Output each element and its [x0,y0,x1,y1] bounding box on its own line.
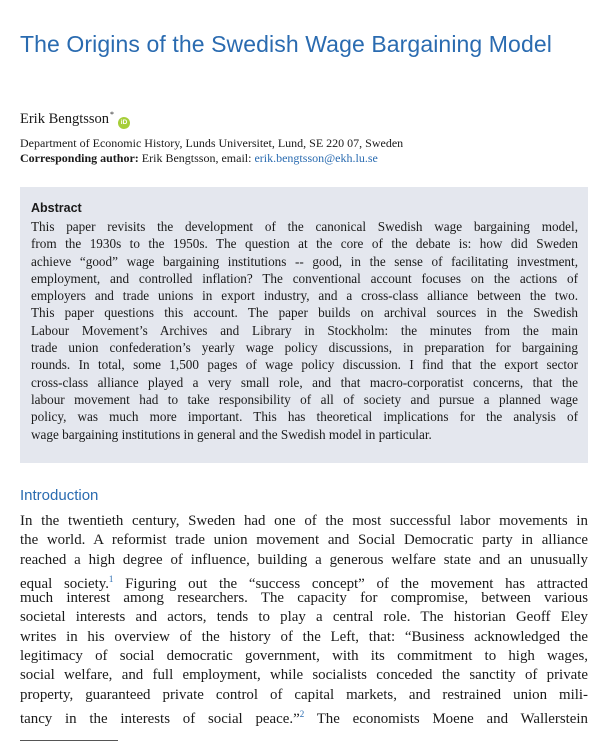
body-text: The economists Moene and Wallerstein [304,710,588,727]
abstract-line: employment, and controlled inflation? The conventional account focuses on the actions of [31,270,578,286]
abstract-line: policy, was much more important. This has theoretical implications for the analysis of [31,409,578,425]
paper-title: The Origins of the Swedish Wage Bargaining Model [20,31,552,57]
abstract-line: cross-class alliance played a very small role, and that macro-corporatist concerns, that the [31,374,578,390]
author-marker: * [110,110,115,119]
author-line [20,106,130,129]
abstract-line: Labour Movement’s Archives and Library in Stockholm: the minutes from the main [31,322,578,338]
body-line [20,705,588,727]
orcid-icon[interactable]: iD [118,117,130,129]
corresponding-label: Corresponding author: [20,151,139,165]
abstract-line: This paper questions this account. The paper builds on archival sources in the Swedish [31,305,578,321]
affiliation: Department of Economic History, Lunds Universitet, Lund, SE 220 07, Sweden [20,136,404,150]
body-line: reached a high degree of influence, building a generous welfare state and an unusually [20,551,588,568]
body-line [20,570,588,592]
abstract-line: achieve “good” wage bargaining institutions -- good, in the sense of facilitating investment, [31,253,578,269]
corresponding-email-link[interactable]: erik.bengtsson@ekh.lu.se [254,151,378,165]
body-line: societal interests and actors, tends to play a central role. The historian Geoff Eley [20,609,588,626]
corresponding-author [20,151,378,166]
abstract-heading: Abstract [31,201,82,215]
footnote-ref-1[interactable]: 1 [108,573,114,584]
body-text: tancy in the interests of social peace.” [20,710,300,727]
body-line: the world. A reformist trade union movement and Social Democratic party in alliance [20,532,588,549]
body-line: In the twentieth century, Sweden had one of the most successful labor movements in [20,513,588,529]
abstract-line: from the 1930s to the 1950s. The question at the core of the debate is: how did Sweden [31,236,578,252]
body-text: equal society. [20,575,109,592]
introduction-body [20,512,588,727]
body-text: Figuring out the “success concept” of the movement has attracted [113,575,588,592]
body-line: property, guaranteed private control of capital markets, and restrained union mili- [20,686,588,703]
corresponding-text: Erik Bengtsson, email: [138,151,255,165]
footnote-divider [20,740,118,741]
abstract-line: rounds. In total, some 1,500 pages of wage policy discussion. I find that the export sector [31,357,578,373]
body-line: writes in his overview of the history of the Left, that: “Business acknowledged the [20,628,588,645]
abstract-body [31,218,578,443]
abstract-line: labour movement had to take responsibility of all of society and pursue a planned wage [31,391,578,407]
abstract-line: This paper revisits the development of the canonical Swedish wage bargaining model, [31,219,578,234]
body-line: legitimacy of social democratic government, with its commitment to high wages, [20,648,588,665]
body-line: social welfare, and full employment, while socialists conceded the sanctity of private [20,667,588,684]
abstract-box [20,187,588,463]
abstract-line: wage bargaining institutions in general and the Swedish model in particular. [31,426,432,442]
abstract-line: trade union confederation’s yearly wage policy discussions, in preparation for bargaining [31,340,578,356]
footnote-ref-2[interactable]: 2 [299,708,305,719]
body-line: much interest among researchers. The capacity for compromise, between various [20,590,588,607]
author-name: Erik Bengtsson [20,111,110,127]
abstract-line: employers and trade unions in export industry, and a cross-class alliance between the two. [31,288,578,304]
introduction-heading: Introduction [20,487,99,504]
